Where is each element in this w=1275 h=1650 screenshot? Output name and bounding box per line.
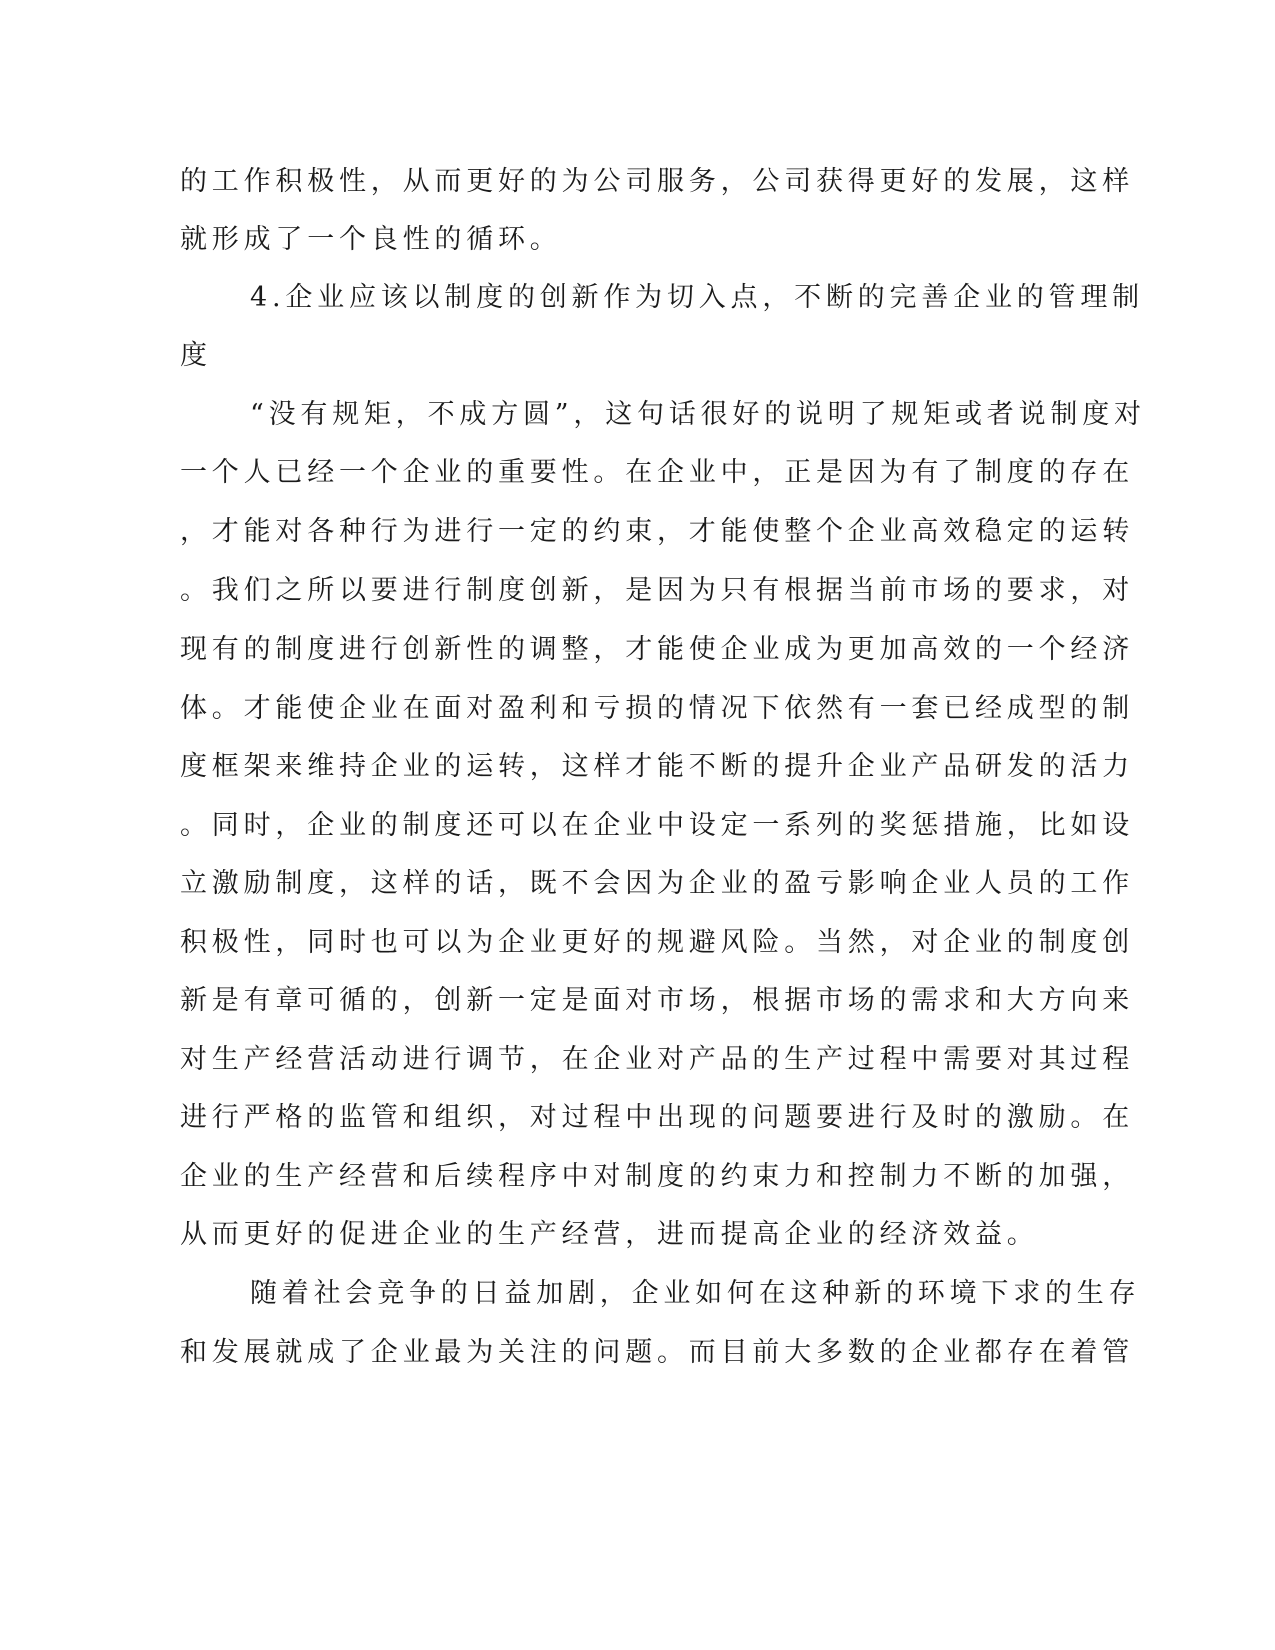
text-line: 企业的生产经营和后续程序中对制度的约束力和控制力不断的加强，	[180, 1161, 1134, 1192]
text-line: 和发展就成了企业最为关注的问题。而目前大多数的企业都存在着管	[180, 1337, 1134, 1368]
text-line: 体。才能使企业在面对盈利和亏损的情况下依然有一套已经成型的制	[180, 693, 1134, 724]
text-line: 一个人已经一个企业的重要性。在企业中，正是因为有了制度的存在	[180, 457, 1134, 488]
text-line: 新是有章可循的，创新一定是面对市场，根据市场的需求和大方向来	[180, 985, 1134, 1016]
section-heading-line: 度	[180, 340, 212, 371]
text-line: 立激励制度，这样的话，既不会因为企业的盈亏影响企业人员的工作	[180, 868, 1134, 899]
text-line: 现有的制度进行创新性的调整，才能使企业成为更加高效的一个经济	[180, 634, 1134, 665]
text-line: 随着社会竞争的日益加剧，企业如何在这种新的环境下求的生存	[250, 1278, 1141, 1309]
text-line: 的工作积极性，从而更好的为公司服务，公司获得更好的发展，这样	[180, 166, 1134, 197]
text-line: 对生产经营活动进行调节，在企业对产品的生产过程中需要对其过程	[180, 1044, 1134, 1075]
text-line: 。同时，企业的制度还可以在企业中设定一系列的奖惩措施，比如设	[180, 810, 1134, 841]
section-heading-line: 4.企业应该以制度的创新作为切入点，不断的完善企业的管理制	[250, 282, 1144, 313]
text-line: “没有规矩，不成方圆”，这句话很好的说明了规矩或者说制度对	[250, 399, 1146, 430]
text-line: 度框架来维持企业的运转，这样才能不断的提升企业产品研发的活力	[180, 751, 1134, 782]
text-line: 进行严格的监管和组织，对过程中出现的问题要进行及时的激励。在	[180, 1102, 1134, 1133]
text-line: 积极性，同时也可以为企业更好的规避风险。当然，对企业的制度创	[180, 927, 1134, 958]
text-line: ，才能对各种行为进行一定的约束，才能使整个企业高效稳定的运转	[180, 516, 1134, 547]
text-line: 就形成了一个良性的循环。	[180, 224, 562, 255]
text-line: 。我们之所以要进行制度创新，是因为只有根据当前市场的要求，对	[180, 575, 1134, 606]
text-line: 从而更好的促进企业的生产经营，进而提高企业的经济效益。	[180, 1219, 1039, 1250]
